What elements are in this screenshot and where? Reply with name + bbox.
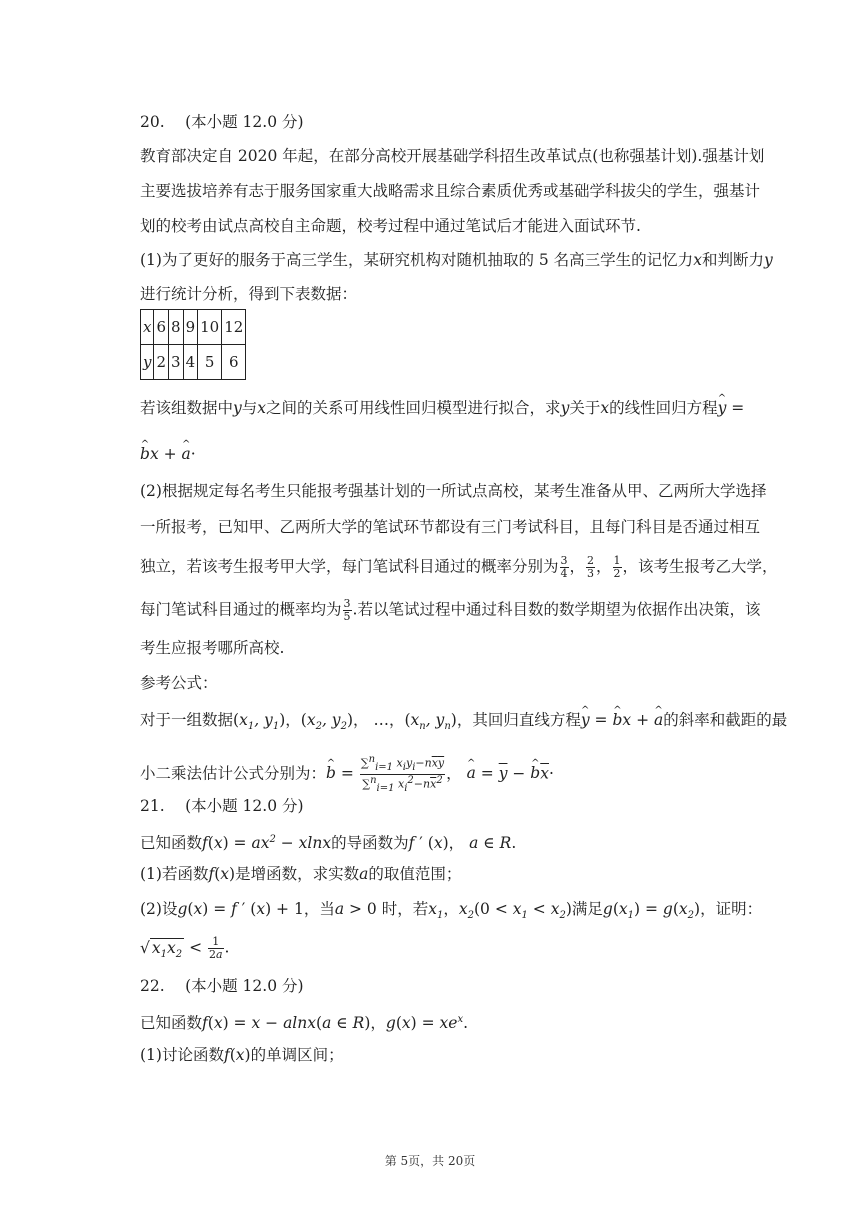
- q20-part2-2: 一所报考，已知甲、乙两所大学的笔试环节都设有三门考试科目，且每门科目是否通过相互: [140, 518, 761, 536]
- text-run: 独立，若该考生报考甲大学，每门笔试科目通过的概率分别为: [140, 557, 559, 576]
- q21-part2: (2)设g(x) = f ′ (x) + 1，当a > 0 时，若$x_1$，$x_2(0 < x_1 < x_2)$满足$g(x_1) = g(x_2)$，证明：: [140, 900, 763, 922]
- table-cell: 8: [169, 310, 184, 345]
- q21-para-1: [140, 830, 516, 853]
- q22-para-1: 已知函数f(x) = x − alnx(a ∈ R)，$g(x) = xe^x$.: [140, 1014, 469, 1033]
- text-run: 的单调区间；: [250, 1046, 344, 1064]
- table-cell: 12: [222, 310, 246, 345]
- q20-part1-text-end: 和判断力: [701, 251, 764, 269]
- text-run: .若以笔试过程中通过科目数的数学期望为依据作出决策，该: [352, 600, 761, 619]
- q20-header: 20. (本小题 12.0 分): [140, 113, 304, 131]
- math-a-hat: ^ a: [182, 444, 191, 464]
- fraction-3-4: $\frac{3}{4}$: [560, 554, 568, 580]
- q20-regression-eq: [140, 444, 196, 464]
- table-cell: 5: [198, 345, 222, 380]
- math-dot: ·: [190, 445, 196, 463]
- table-cell: 4: [183, 345, 198, 380]
- text-run: 每门笔试科目通过的概率均为: [140, 600, 342, 619]
- q21-part1: (1)若函数f(x)是增函数，求实数a的取值范围；: [140, 865, 462, 883]
- math-y-hat: ^ y: [581, 710, 590, 730]
- table-header-y: y: [141, 345, 154, 380]
- text-run: 的导函数为: [331, 834, 409, 853]
- q20-part2-1: (2)根据规定每名考生只能报考强基计划的一所试点高校，某考生准备从甲、乙两所大学选择: [140, 482, 767, 500]
- text-run: 时，若: [376, 900, 429, 918]
- fraction-1-2a: $\frac{1}{2a}$: [208, 935, 223, 961]
- text-run: 已知函数: [140, 834, 203, 853]
- q22-part1: (1)讨论函数f(x)的单调区间；: [140, 1046, 344, 1064]
- text-run: 对于一组数据: [140, 711, 234, 729]
- fraction-2-3: $\frac{2}{3}$: [587, 554, 595, 580]
- table-row-x: [141, 310, 246, 345]
- math-x: x: [693, 251, 702, 269]
- q20-part1-line: [140, 250, 773, 270]
- math-x: x: [257, 399, 267, 417]
- q20-part1-text: (1)为了更好的服务于高三学生，某研究机构对随机抽取的 5 名高三学生的记忆力: [140, 251, 694, 269]
- text-run: 的取值范围；: [368, 865, 462, 883]
- q20-part2-3: 独立，若该考生报考甲大学，每门笔试科目通过的概率分别为 $\frac{3}{4}$ ， $\frac{2}{3}$ ， $\frac{1}{2}$ ，该考生报考乙大学，: [140, 554, 778, 580]
- text-run: ，当: [303, 900, 335, 918]
- math-plus: +: [158, 445, 182, 463]
- text-run: 的斜率和截距的最: [663, 711, 788, 729]
- math-fx: $f(x) = ax^2 - xlnx$: [202, 834, 332, 853]
- math-fprime: f ′ (x)， a ∈ R.: [408, 834, 517, 853]
- table-row-y: [141, 345, 246, 380]
- math-y-hat: ^ y: [718, 398, 727, 418]
- page-footer: 第 5页，共 20页: [384, 1154, 476, 1168]
- text-run: 满足: [571, 900, 603, 918]
- math-b-hat: ^ b: [612, 710, 622, 730]
- q20-ref-formula-1: 对于一组数据($x_1$, $y_1$)，($x_2$, $y_2$)， …，($x_n$, $y_n$)，其回归直线方程^ y = ^ bx + ^ a的斜率和截距的最: [140, 710, 787, 737]
- q20-ref-title: 参考公式：: [140, 674, 218, 692]
- text-run: 的线性回归方程: [609, 399, 718, 417]
- table-cell: 6: [154, 310, 169, 345]
- math-y: y: [560, 399, 570, 417]
- table-cell: 10: [198, 310, 222, 345]
- text-run: (2)设: [140, 900, 178, 918]
- q20-part2-5: 考生应报考哪所高校.: [140, 639, 285, 657]
- math-equals: =: [726, 399, 745, 417]
- table-cell: 6: [222, 345, 246, 380]
- math-a-hat: ^ a: [467, 763, 476, 783]
- fraction-1-2: $\frac{1}{2}$: [613, 554, 621, 580]
- q21-inequality: √ $x_1x_2$ < $\frac{1}{2a}$ .: [140, 936, 229, 965]
- q20-para-6: [140, 398, 744, 418]
- table-cell: 3: [169, 345, 184, 380]
- math-y: y: [763, 251, 773, 269]
- text-run: ，该考生报考乙大学，: [622, 557, 778, 576]
- q20-part2-4: [140, 598, 760, 623]
- text-run: 若该组数据中: [140, 399, 234, 417]
- math-x: x: [149, 445, 159, 463]
- table-cell: 9: [183, 310, 198, 345]
- fraction-3-5: $\frac{3}{5}$: [343, 597, 351, 623]
- q21-header: 21. (本小题 12.0 分): [140, 797, 304, 815]
- q20-para-2: 主要选拔培养有志于服务国家重大战略需求且综合素质优秀或基础学科拔尖的学生，强基计: [140, 182, 761, 200]
- math-points: ($x_1$, $y_1$)，($x_2$, $y_2$)， …，($x_n$, $y_n$): [233, 711, 457, 733]
- math-x: x: [600, 399, 610, 417]
- text-run: 已知函数: [140, 1014, 203, 1033]
- q20-para-5: 进行统计分析，得到下表数据：: [140, 285, 358, 303]
- q20-para-3: 划的校考由试点高校自主命题，校考过程中通过笔试后才能进入面试环节.: [140, 217, 641, 235]
- text-run: (1)若函数: [140, 865, 209, 883]
- text-run: 关于: [569, 399, 601, 417]
- least-squares-fraction: $\frac{\sum^n_{i=1} x_iy_i-n\overline{x}\overline{y}}{\sum^n_{i=1} x_i^2-n\overline{x}^2}$: [360, 754, 445, 794]
- q20-para-1: 教育部决定自 2020 年起，在部分高校开展基础学科招生改革试点(也称强基计划).强基计划: [140, 147, 765, 165]
- text-run: 小二乘法估计公式分别为：: [140, 764, 327, 783]
- math-a-hat: ^ a: [654, 710, 663, 730]
- q22-header: 22. (本小题 12.0 分): [140, 977, 304, 995]
- table-header-x: x: [141, 310, 154, 345]
- text-run: 之间的关系可用线性回归模型进行拟合，求: [266, 399, 561, 417]
- math-b-hat: ^ b: [326, 763, 336, 783]
- text-run: ，: [370, 1014, 386, 1033]
- table-cell: 2: [154, 345, 169, 380]
- text-run: (1)讨论函数: [140, 1046, 224, 1064]
- text-run: 与: [241, 399, 258, 417]
- text-run: ，证明：: [700, 900, 763, 918]
- math-b-hat: ^ b: [140, 444, 150, 464]
- math-y: y: [233, 399, 242, 417]
- data-table: [140, 309, 246, 380]
- text-run: ，其回归直线方程: [456, 711, 581, 729]
- text-run: 是增函数，求实数: [235, 865, 360, 883]
- q20-ref-formula-2: 小二乘法估计公式分别为：^ b = $\frac{\sum^n_{i=1} x_iy_i-n\overline{x}\overline{y}}{\sum^n_{i=1} x_i^2-n\overline{x}^2}$ ， ^ $a = \overline{y}$ − ^ $b\overline{x}\cdot$: [140, 754, 554, 795]
- sqrt-x1x2: √ $x_1x_2$: [140, 938, 183, 960]
